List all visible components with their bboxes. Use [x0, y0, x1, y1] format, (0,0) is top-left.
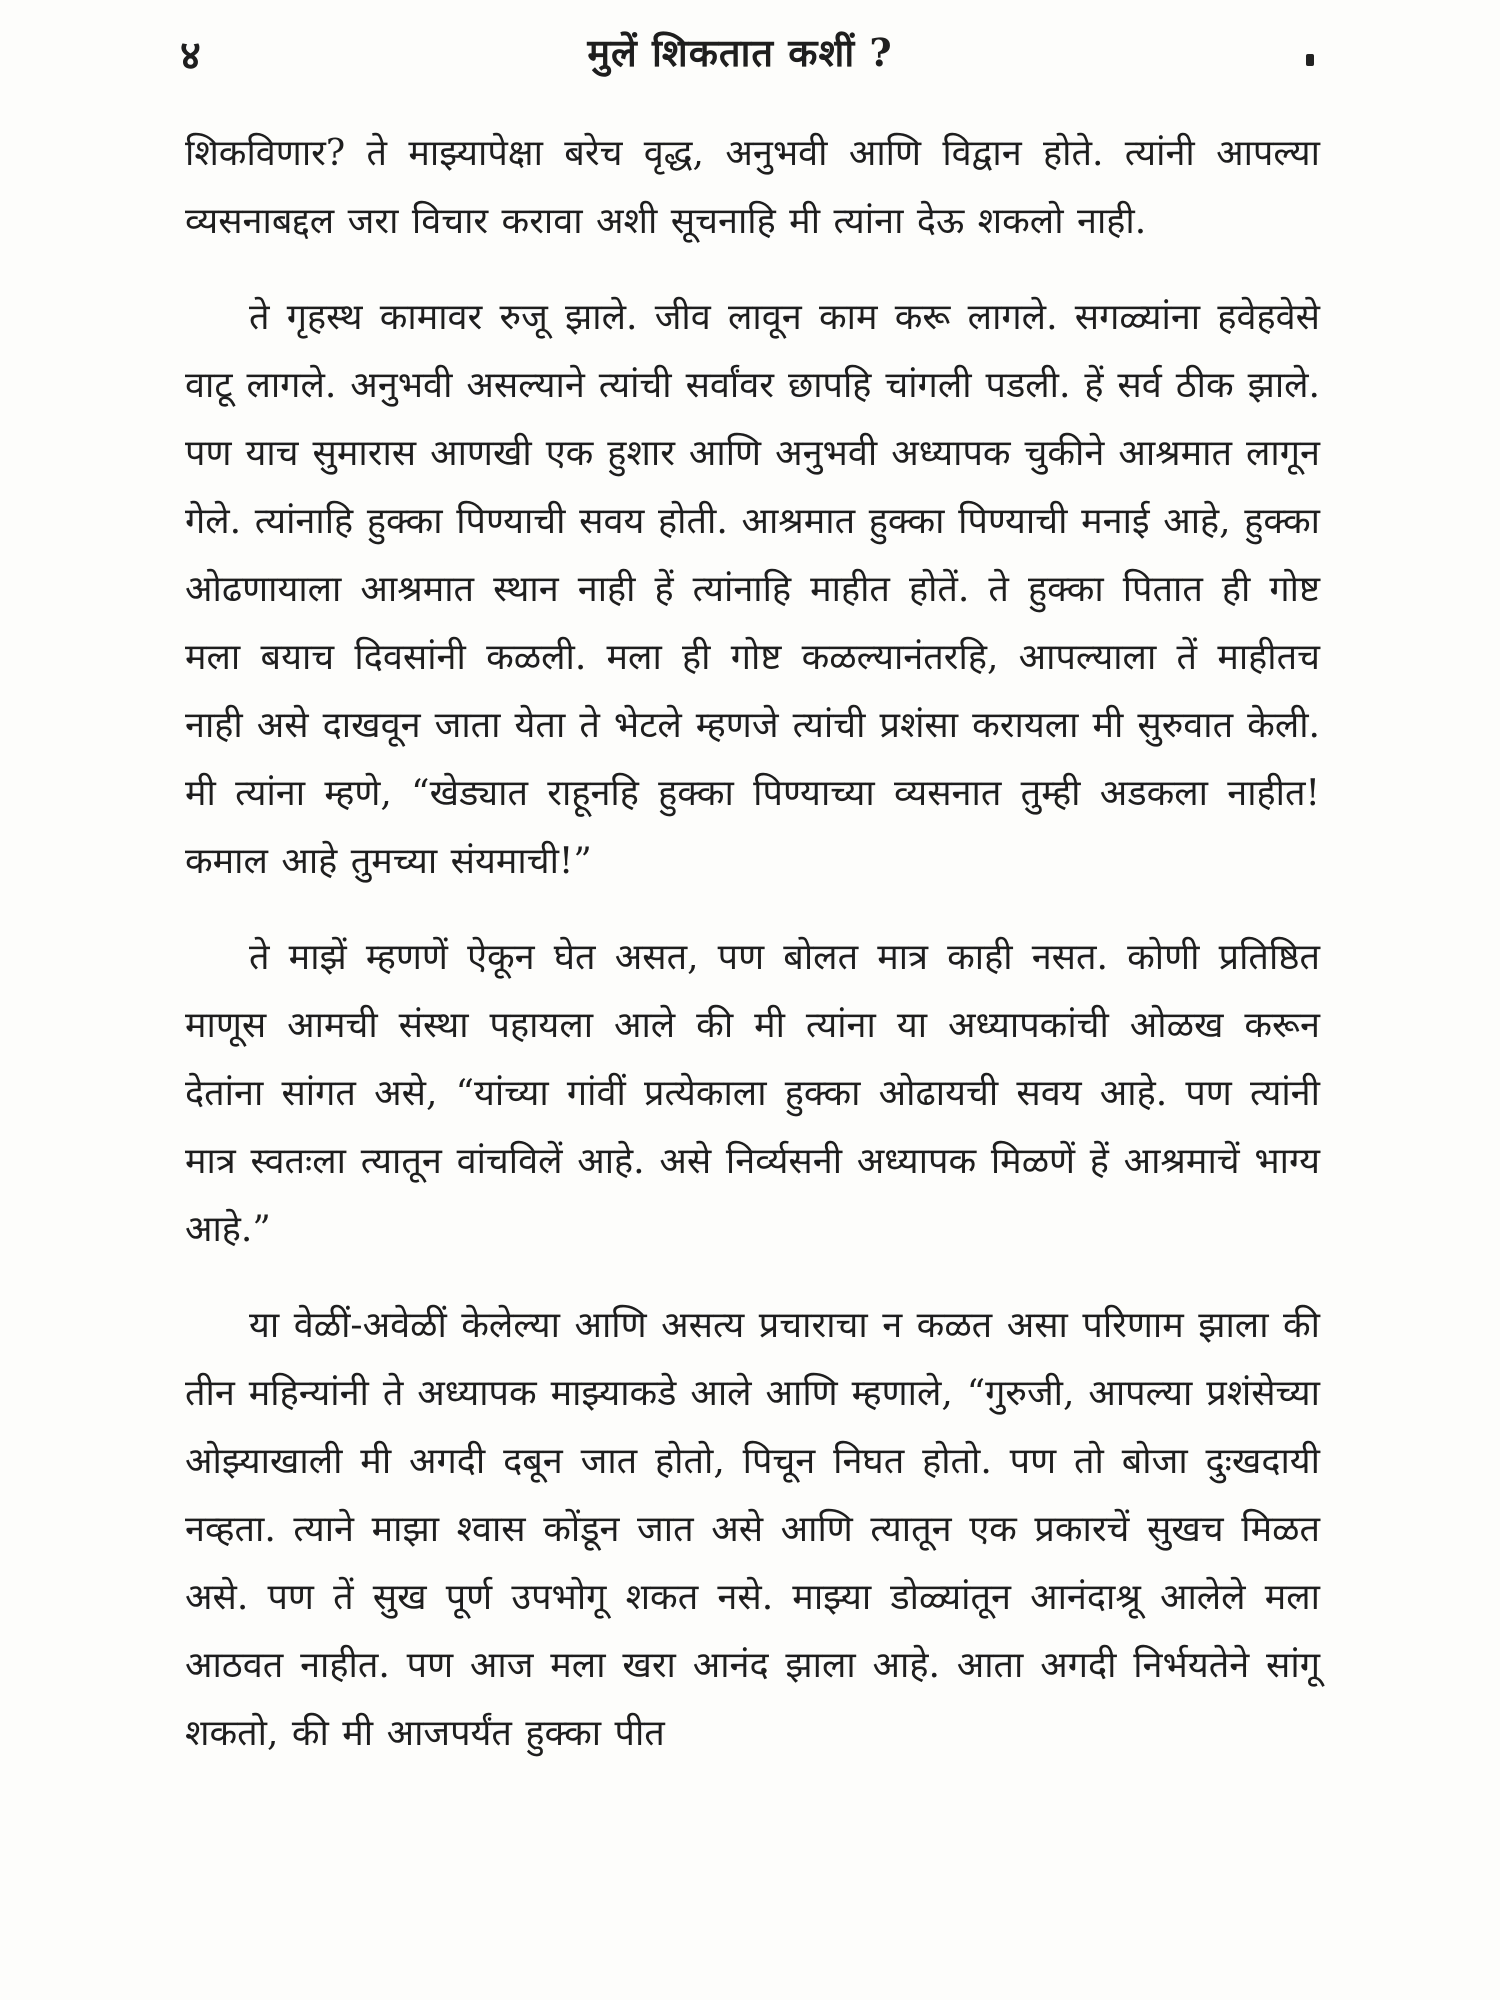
page-header	[160, 18, 1320, 88]
paragraph-continuation: शिकविणार? ते माझ्यापेक्षा बरेच वृद्ध, अनुभवी आणि विद्वान होते. त्यांनी आपल्या व्यसनाबद्दल जरा विचार करावा अशी सूचनाहि मी त्यांना देऊ शकलो नाही.	[185, 133, 1320, 242]
paragraph: ते माझें म्हणणें ऐकून घेत असत, पण बोलत मात्र काही नसत. कोणी प्रतिष्ठित माणूस आमची संस्था पहायला आले की मी त्यांना या अध्यापकांची ओळख करून देतांना सांगत असे, “यांच्या गांवीं प्रत्येकाला हुक्का ओढायची सवय आहे. पण त्यांनी मात्र स्वतःला त्यातून वांचविलें आहे. असे निर्व्यसनी अध्यापक मिळणें हें आश्रमाचें भाग्य आहे.”	[185, 937, 1320, 1250]
running-title: मुलें शिकतात कशीं ?	[587, 30, 893, 75]
body-text	[185, 120, 1320, 1796]
paragraph: ते गृहस्थ कामावर रुजू झाले. जीव लावून काम करू लागले. सगळ्यांना हवेहवेसे वाटू लागले. अनुभवी असल्याने त्यांची सर्वांवर छापहि चांगली पडली. हें सर्व ठीक झाले. पण याच सुमारास आणखी एक हुशार आणि अनुभवी अध्यापक चुकीने आश्रमात लागून गेले. त्यांनाहि हुक्का पिण्याची सवय होती. आश्रमात हुक्का पिण्याची मनाई आहे, हुक्का ओढणायाला आश्रमात स्थान नाही हें त्यांनाहि माहीत होतें. ते हुक्का पितात ही गोष्ट मला बयाच दिवसांनी कळली. मला ही गोष्ट कळल्यानंतरहि, आपल्याला तें माहीतच नाही असे दाखवून जाता येता ते भेटले म्हणजे त्यांची प्रशंसा करायला मी सुरुवात केली. मी त्यांना म्हणे, “खेड्यात राहूनहि हुक्का पिण्याच्या व्यसनात तुम्ही अडकला नाहीत! कमाल आहे तुमच्या संयमाची!”	[185, 297, 1320, 882]
paragraph: या वेळीं-अवेळीं केलेल्या आणि असत्य प्रचाराचा न कळत असा परिणाम झाला की तीन महिन्यांनी ते अध्यापक माझ्याकडे आले आणि म्हणाले, “गुरुजी, आपल्या प्रशंसेच्या ओझ्याखाली मी अगदी दबून जात होतो, पिचून निघत होतो. पण तो बोजा दुःखदायी नव्हता. त्याने माझा श्वास कोंडून जात असे आणि त्यातून एक प्रकारचें सुखच मिळत असे. पण तें सुख पूर्ण उपभोगू शकत नसे. माझ्या डोळ्यांतून आनंदाश्रू आलेले मला आठवत नाहीत. पण आज मला खरा आनंद झाला आहे. आता अगदी निर्भयतेने सांगू शकतो, की मी आजपर्यंत हुक्का पीत	[185, 1305, 1320, 1754]
page-number: ४	[180, 32, 201, 79]
ink-speck	[1306, 54, 1314, 66]
